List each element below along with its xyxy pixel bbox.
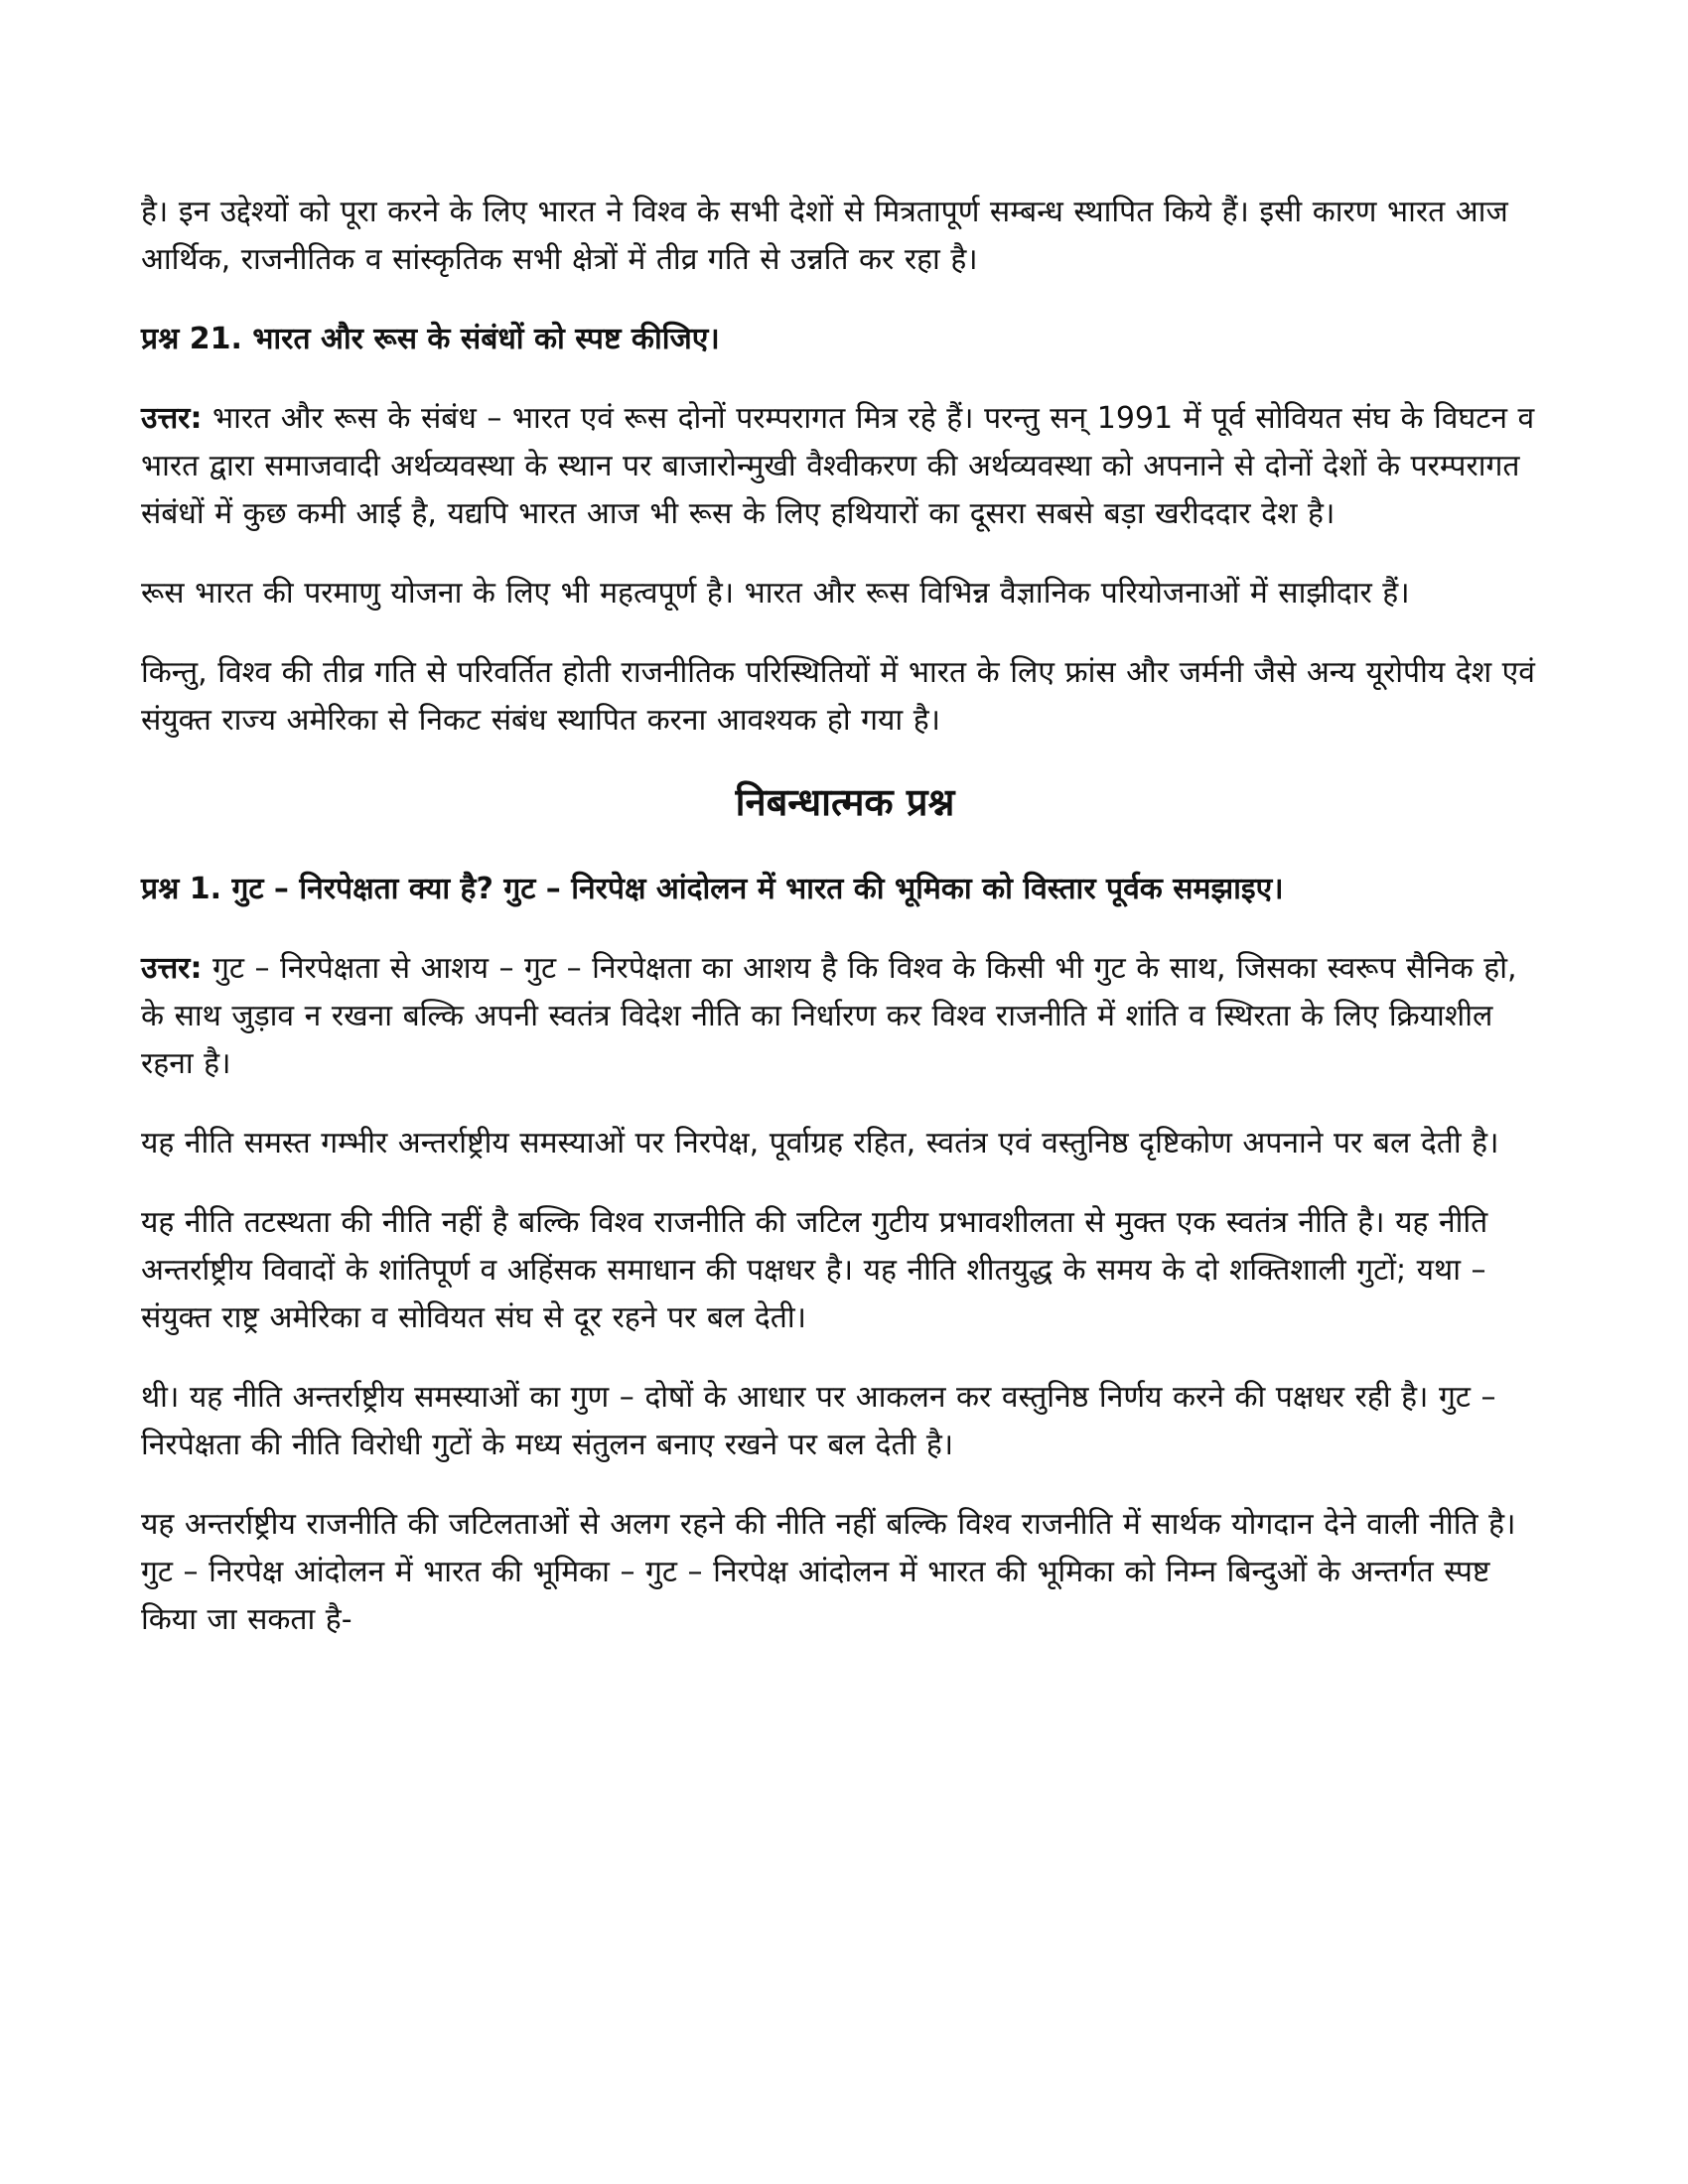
question-1-answer-label: उत्तर: — [141, 951, 203, 986]
intro-paragraph: है। इन उद्देश्यों को पूरा करने के लिए भारत ने विश्व के सभी देशों से मित्रतापूर्ण सम्बन्ध स्थापित किये हैं। इसी कारण भारत आज आर्थिक, राजनीतिक व सांस्कृतिक सभी क्षेत्रों में तीव्र गति से उन्नति कर रहा है। — [141, 195, 1508, 277]
essay-questions-section-heading: निबन्धात्मक प्रश्न — [735, 780, 955, 824]
question-1-answer-paragraph-2: यह नीति समस्त गम्भीर अन्तर्राष्ट्रीय समस्याओं पर निरपेक्ष, पूर्वाग्रह रहित, स्वतंत्र एवं वस्तुनिष्ठ दृष्टिकोण अपनाने पर बल देती है। — [141, 1126, 1499, 1160]
question-21-answer-label: उत्तर: — [141, 401, 203, 436]
question-1-answer-paragraph-5: यह अन्तर्राष्ट्रीय राजनीति की जटिलताओं से अलग रहने की नीति नहीं बल्कि विश्व राजनीति में सार्थक योगदान देने वाली नीति है। गुट – निरपेक्ष आंदोलन में भारत की भूमिका – गुट – निरपेक्ष आंदोलन में भारत की भूमिका को निम्न बिन्दुओं के अन्तर्गत स्पष्ट किया जा सकता है- — [141, 1507, 1516, 1637]
question-1-answer-paragraph-3: यह नीति तटस्थता की नीति नहीं है बल्कि विश्व राजनीति की जटिल गुटीय प्रभावशीलता से मुक्त एक स्वतंत्र नीति है। यह नीति अन्तर्राष्ट्रीय विवादों के शांतिपूर्ण व अहिंसक समाधान की पक्षधर है। यह नीति शीतयुद्ध के समय के दो शक्तिशाली गुटों; यथा – संयुक्त राष्ट्र अमेरिका व सोवियत संघ से दूर रहने पर बल देती। — [141, 1205, 1488, 1335]
question-1-answer-paragraph-4: थी। यह नीति अन्तर्राष्ट्रीय समस्याओं का गुण – दोषों के आधार पर आकलन कर वस्तुनिष्ठ निर्णय करने की पक्षधर रही है। गुट – निरपेक्षता की नीति विरोधी गुटों के मध्य संतुलन बनाए रखने पर बल देती है। — [141, 1380, 1496, 1462]
question-21-heading: प्रश्न 21. भारत और रूस के संबंधों को स्पष्ट कीजिए। — [141, 322, 720, 356]
question-21-answer-paragraph-3: किन्तु, विश्व की तीव्र गति से परिवर्तित होती राजनीतिक परिस्थितियों में भारत के लिए फ्रांस और जर्मनी जैसे अन्य यूरोपीय देश एवं संयुक्त राज्य अमेरिका से निकट संबंध स्थापित करना आवश्यक हो गया है। — [141, 655, 1535, 738]
question-1-heading: प्रश्न 1. गुट – निरपेक्षता क्या है? गुट – निरपेक्ष आंदोलन में भारत की भूमिका को विस्तार पूर्वक समझाइए। — [141, 872, 1284, 906]
question-1-answer-paragraph-1 — [141, 945, 1549, 1088]
question-21-answer-paragraph-2: रूस भारत की परमाणु योजना के लिए भी महत्वपूर्ण है। भारत और रूस विभिन्न वैज्ञानिक परियोजनाओं में साझीदार हैं। — [141, 576, 1410, 611]
question-21-answer-paragraph-1 — [141, 395, 1549, 538]
question-21-answer-lead-text: भारत और रूस के संबंध – भारत एवं रूस दोनों परम्परागत मित्र रहे हैं। परन्तु सन् 1991 में पूर्व सोवियत संघ के विघटन व भारत द्वारा समाजवादी अर्थव्यवस्था के स्थान पर बाजारोन्मुखी वैश्वीकरण की अर्थव्यवस्था को अपनाने से दोनों देशों के परम्परागत संबंधों में कुछ कमी आई है, यद्यपि भारत आज भी रूस के लिए हथियारों का दूसरा सबसे बड़ा खरीददार देश है। — [141, 401, 1535, 531]
question-1-answer-lead-text: गुट – निरपेक्षता से आशय – गुट – निरपेक्षता का आशय है कि विश्व के किसी भी गुट के साथ, जिसका स्वरूप सैनिक हो, के साथ जुड़ाव न रखना बल्कि अपनी स्वतंत्र विदेश नीति का निर्धारण कर विश्व राजनीति में शांति व स्थिरता के लिए क्रियाशील रहना है। — [141, 951, 1517, 1081]
